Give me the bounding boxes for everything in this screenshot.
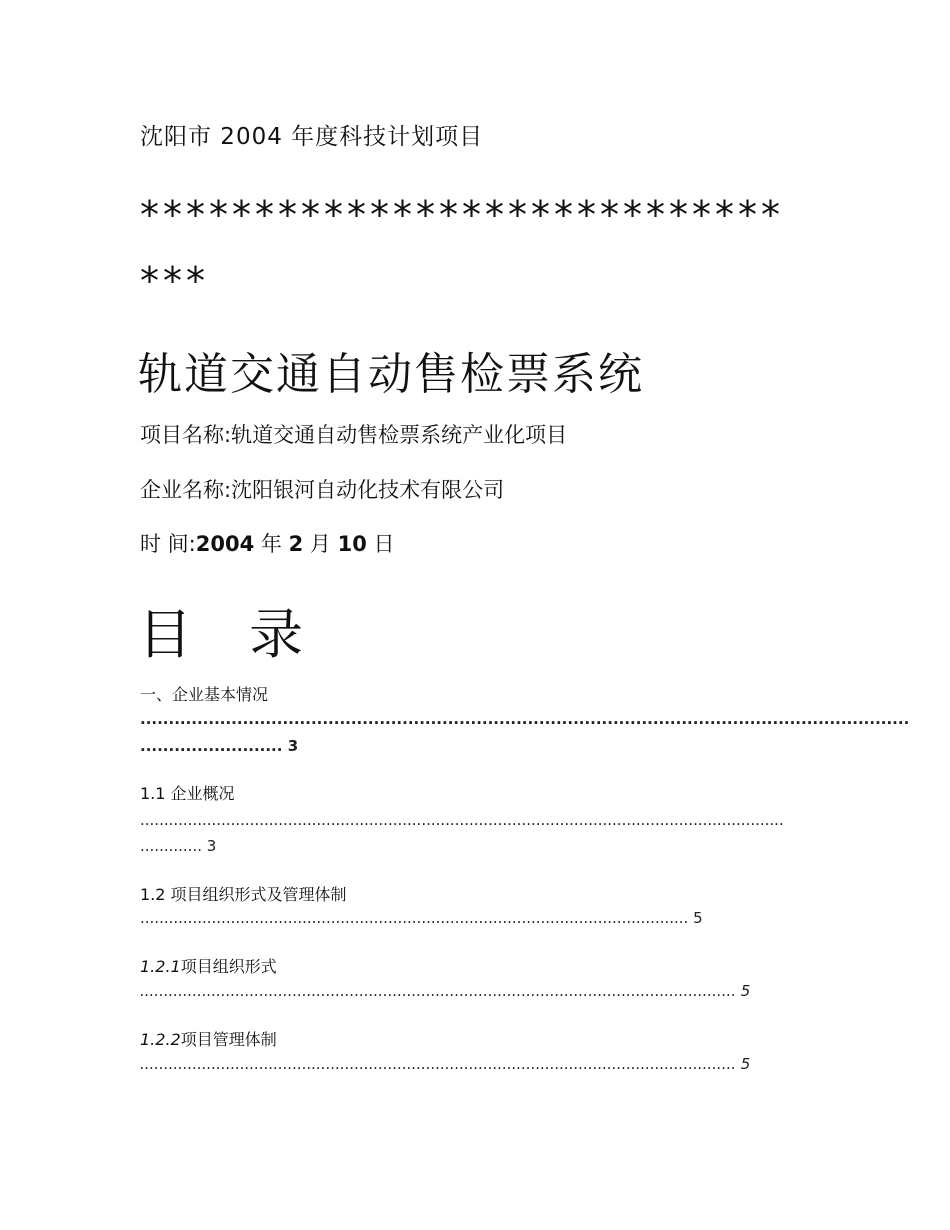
stars-divider-line2: ***: [140, 259, 209, 303]
company-name-value: 沈阳银河自动化技术有限公司: [231, 478, 505, 502]
toc-section-title: 项目管理体制: [180, 1030, 277, 1049]
toc-entry-title[interactable]: [140, 954, 277, 977]
toc-entry-page-line: ............. 3: [140, 837, 217, 855]
toc-entry-page-line: ......................... 3: [140, 737, 299, 755]
toc-entry-title[interactable]: 一、企业基本情况: [140, 685, 269, 704]
date-month: 2: [288, 532, 304, 556]
toc-entry-title[interactable]: 1.2 项目组织形式及管理体制: [140, 885, 347, 904]
date-day: 10: [337, 532, 367, 556]
date-year-unit: 年: [260, 532, 282, 556]
company-name-label: 企业名称:: [140, 478, 232, 502]
toc-entry-title[interactable]: [140, 1027, 277, 1050]
company-name-line: [140, 474, 504, 504]
toc-section-title: 项目组织形式: [180, 957, 277, 976]
toc-page-number[interactable]: 3: [206, 837, 217, 855]
project-name-value: 轨道交通自动售检票系统产业化项目: [231, 423, 568, 447]
project-name-label: 项目名称:: [140, 423, 232, 447]
date-month-unit: 月: [309, 532, 331, 556]
toc-page-number[interactable]: 3: [287, 737, 299, 755]
project-name-line: [140, 419, 567, 449]
toc-section-number: 1.2.2: [140, 1030, 181, 1049]
date-year: 2004: [195, 532, 255, 556]
program-line: 沈阳市 2004 年度科技计划项目: [140, 124, 484, 150]
toc-page-number[interactable]: 5: [740, 982, 751, 1000]
date-line: [140, 528, 395, 558]
toc-leader-dots: .......................................................................................................................................: [140, 710, 910, 728]
toc-entry-page-line: ............................................................................................................................. 5: [140, 982, 751, 1000]
document-title: 轨道交通自动售检票系统: [138, 349, 644, 400]
toc-page-number[interactable]: 5: [693, 909, 703, 927]
toc-leader-dots: .......................................................................................................................................: [140, 811, 784, 829]
toc-section-number: 1.2.1: [140, 957, 181, 976]
stars-divider-line1: ****************************: [140, 193, 784, 237]
toc-entry-title[interactable]: 1.1 企业概况: [140, 784, 235, 803]
toc-heading: 目 录: [138, 603, 324, 666]
toc-page-number[interactable]: 5: [740, 1055, 751, 1073]
date-label: 时 间:: [140, 532, 196, 556]
date-day-unit: 日: [373, 532, 395, 556]
toc-entry-page-line: ................................................................................................................... 5: [140, 909, 703, 927]
toc-entry-page-line: ............................................................................................................................. 5: [140, 1055, 751, 1073]
